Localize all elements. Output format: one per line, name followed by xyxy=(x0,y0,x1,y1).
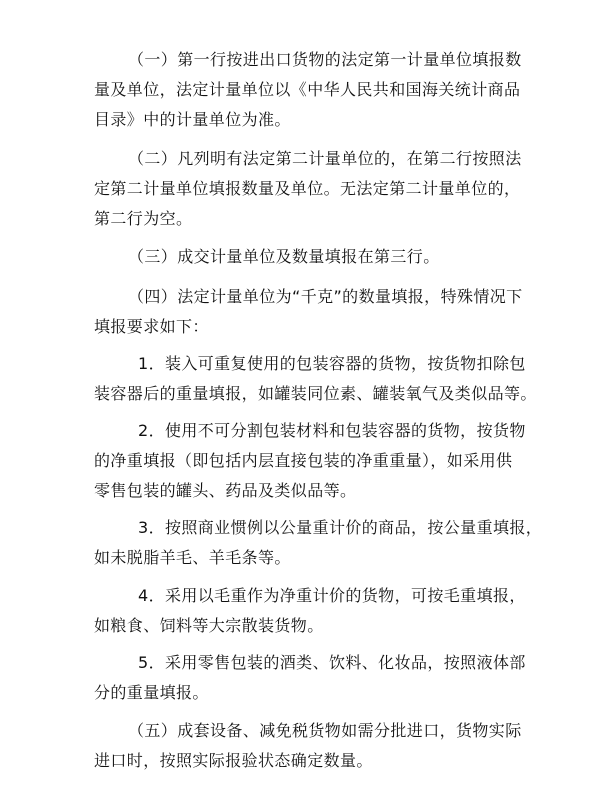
text-line: 目录》中的计量单位为准。 xyxy=(94,110,291,129)
paragraph-item-4 xyxy=(94,581,544,641)
paragraph-3 xyxy=(94,242,544,272)
paragraph-4 xyxy=(94,282,544,342)
paragraph-item-5 xyxy=(94,648,544,708)
paragraph-2 xyxy=(94,144,544,234)
text-line: 4．采用以毛重作为净重计价的货物，可按毛重填报， xyxy=(138,586,526,605)
text-line: 1．装入可重复使用的包装容器的货物，按货物扣除包 xyxy=(138,354,526,373)
text-line: 定第二计量单位填报数量及单位。无法定第二计量单位的， xyxy=(94,179,521,198)
paragraph-5 xyxy=(94,716,544,776)
text-line: 5．采用零售包装的酒类、饮料、化妆品，按照液体部 xyxy=(138,653,526,672)
text-line: 装容器后的重量填报，如罐装同位素、罐装氧气及类似品等。 xyxy=(94,384,537,403)
text-line: 如粮食、饲料等大宗散装货物。 xyxy=(94,616,324,635)
text-line: 3．按照商业惯例以公量重计价的商品，按公量重填报， xyxy=(138,518,543,537)
text-line: 量及单位，法定计量单位以《中华人民共和国海关统计商品 xyxy=(94,80,521,99)
text-line: 填报要求如下： xyxy=(94,317,209,336)
text-line: 进口时，按照实际报验状态确定数量。 xyxy=(94,751,373,770)
text-line: （一）第一行按进出口货物的法定第一计量单位填报数 xyxy=(128,50,522,69)
paragraph-1 xyxy=(94,45,544,135)
paragraph-item-1 xyxy=(94,349,544,409)
text-line: 零售包装的罐头、药品及类似品等。 xyxy=(94,481,357,500)
text-line: （二）凡列明有法定第二计量单位的，在第二行按照法 xyxy=(128,149,522,168)
paragraph-item-2 xyxy=(94,416,544,506)
text-line: 的净重填报（即包括内层直接包装的净重重量），如采用供 xyxy=(94,451,513,470)
text-line: （四）法定计量单位为“千克”的数量填报，特殊情况下 xyxy=(128,287,523,306)
text-line: 第二行为空。 xyxy=(94,209,193,228)
text-line: （五）成套设备、减免税货物如需分批进口，货物实际 xyxy=(128,721,522,740)
text-line: （三）成交计量单位及数量填报在第三行。 xyxy=(128,247,440,266)
text-line: 分的重量填报。 xyxy=(94,683,209,702)
text-line: 如未脱脂羊毛、羊毛条等。 xyxy=(94,548,291,567)
paragraph-item-3 xyxy=(94,513,544,573)
text-line: 2．使用不可分割包装材料和包装容器的货物，按货物 xyxy=(138,421,526,440)
